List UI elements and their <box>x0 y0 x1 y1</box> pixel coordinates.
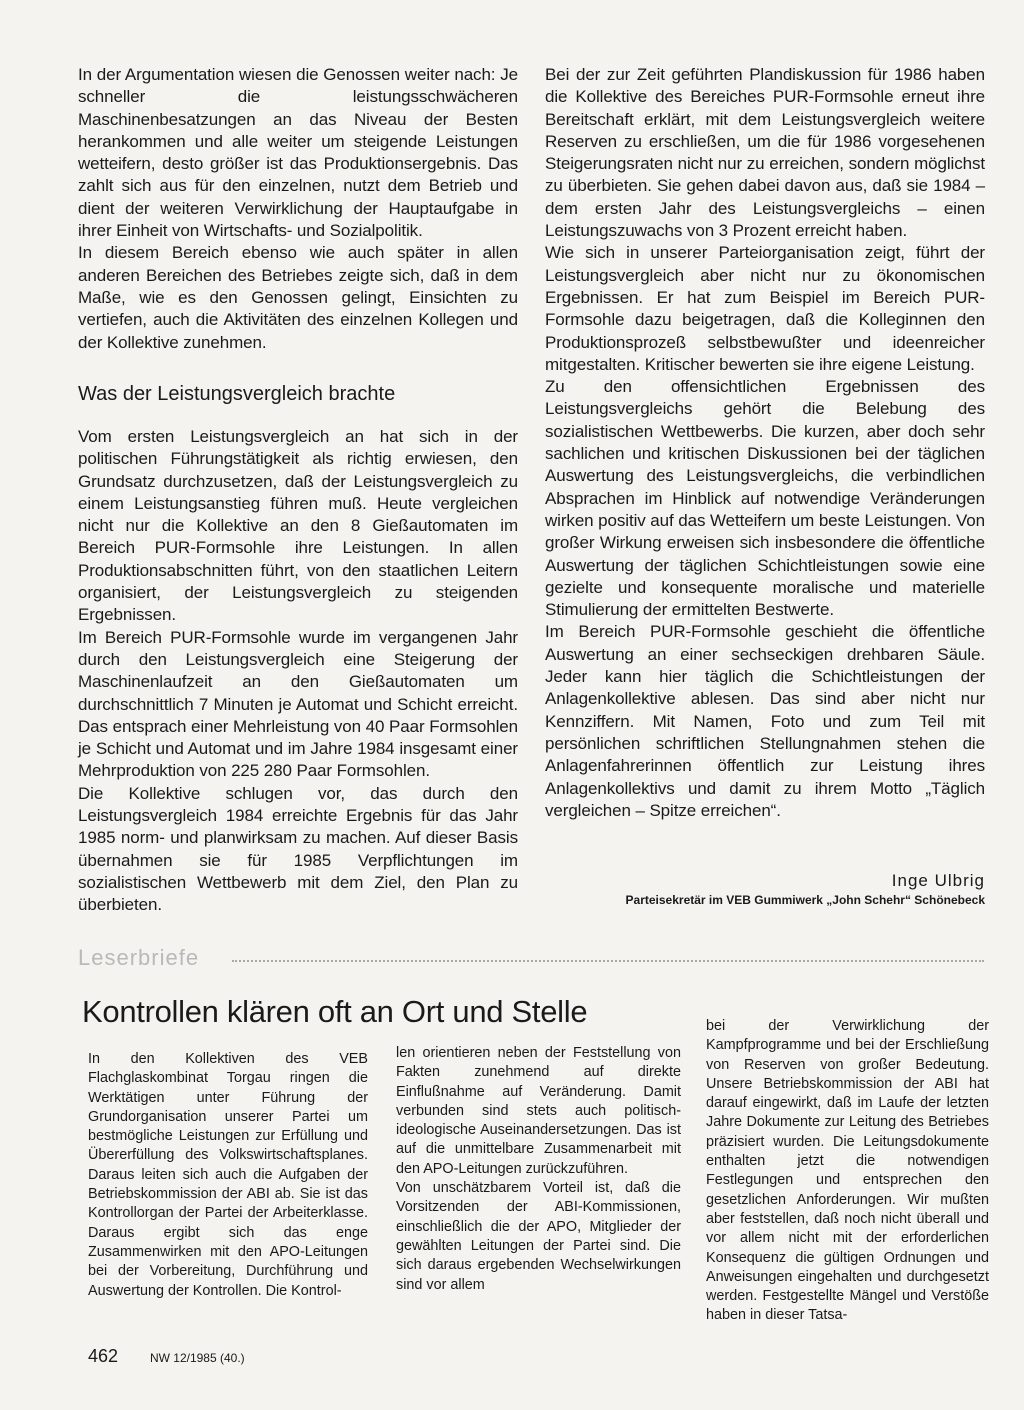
paragraph: len orientieren neben der Feststellung von Fakten zunehmend auf direkte Einflußnahme auf Veränderung. Damit verbunden sind stets auch politisch-ideologische Auseinandersetzungen. Das ist auf die unmittelbare Zusammenarbeit mit den APO-Leitungen zurückzuführen. <box>396 1045 681 1177</box>
article-top-left-column-continued <box>78 426 518 917</box>
paragraph: Vom ersten Leistungsvergleich an hat sich in der politischen Führungstätigkeit als richtig erwiesen, den Grundsatz durchzusetzen, daß der Leistungsvergleich zu einem Leistungsanstieg führen muß. Heute vergleichen nicht nur die Kollektive an den 8 Gießautomaten im Bereich PUR-Formsohle ihre Leistungen. In allen Produktionsabschnitten führt, von den staatlichen Leitern organisiert, der Leistungsvergleich zu steigenden Ergebnissen. <box>78 427 518 625</box>
letter-column-1 <box>88 1050 368 1301</box>
section-subheading: Was der Leistungsvergleich brachte <box>78 383 396 405</box>
paragraph: bei der Verwirklichung der Kampfprogramme und bei der Erschließung von Reserven von großer Bedeutung. Unsere Betriebskommission der ABI hat darauf eingewirkt, daß im Laufe der letzten Jahre Dokumente zur Leitung des Betriebes präzisiert wurden. Die Leitungsdokumente enthalten jetzt die notwendigen Festlegungen und entsprechen den gesetzlichen Anforderungen. Wir mußten aber feststellen, daß noch nicht überall und vor allem nicht mit der erforderlichen Konsequenz die gültigen Ordnungen und Anweisungen eingehalten und durchgesetzt werden. Festgestellte Mängel und Verstöße haben in dieser Tatsa- <box>706 1018 989 1324</box>
paragraph: Von unschätzbarem Vorteil ist, daß die Vorsitzenden der ABI-Kommissionen, einschließlich die der APO, Mitglieder der gewählten Leitungen der Partei sind. Die sich daraus ergebenden Wechselwirkungen sind vor allem <box>396 1180 681 1293</box>
author-name: Inge Ulbrig <box>891 871 985 890</box>
paragraph: In diesem Bereich ebenso wie auch später in allen anderen Bereichen des Betriebes zeigte sich, daß in dem Maße, wie es den Genossen gelingt, Einsichten zu vertiefen, auch die Aktivitäten des einzelnen Kollegen und der Kollektive zunehmen. <box>78 243 518 352</box>
paragraph: Die Kollektive schlugen vor, das durch den Leistungsvergleich 1984 erreichte Ergebnis für das Jahr 1985 norm- und planwirksam zu machen. Auf dieser Basis übernahmen sie für 1985 Verpflichtungen im sozialistischen Wettbewerb mit dem Ziel, den Plan zu überbieten. <box>78 783 518 915</box>
paragraph: Wie sich in unserer Parteiorganisation zeigt, führt der Leistungsvergleich aber nicht nur zu ökonomischen Ergebnissen. Er hat zum Beispiel im Bereich PUR-Formsohle dazu beigetragen, daß die Kolleginnen den Produktionsprozeß selbstbewußter und ideenreicher mitgestalten. Kritischer bewerten sie ihre eigene Leistung. <box>545 243 985 374</box>
article-top-left-column <box>78 64 518 354</box>
article-top-right-column <box>545 64 985 822</box>
letter-column-3 <box>706 1017 989 1326</box>
rubric-label: Leserbriefe <box>78 945 200 970</box>
paragraph: Bei der zur Zeit geführten Plandiskussion für 1986 haben die Kollektive des Bereiches PUR-Formsohle erneut ihre Bereitschaft erklärt, mit dem Leistungsvergleich weitere Reserven zu erschließen, um die für 1986 vorgesehenen Steigerungsraten nicht nur zu erreichen, sondern möglichst zu überbieten. Sie gehen dabei davon aus, daß sie 1984 – dem ersten Jahr des Leistungsvergleichs – einen Leistungszuwachs von 3 Prozent erreicht haben. <box>545 65 985 241</box>
paragraph: In den Kollektiven des VEB Flachglaskombinat Torgau ringen die Werktätigen unter Führung der Grundorganisation unserer Partei um bestmögliche Leistungen zur Erfüllung und Übererfüllung des Volkswirtschaftsplanes. Daraus leiten sich auch die Aufgaben der Betriebskommission der ABI ab. Sie ist das Kontrollorgan der Partei der Arbeiterklasse. Daraus ergibt sich das enge Zusammenwirken mit den APO-Leitungen bei der Vorbereitung, Durchführung und Auswertung der Kontrollen. Die Kontrol- <box>88 1051 368 1299</box>
paragraph: Im Bereich PUR-Formsohle geschieht die öffentliche Auswertung an einer sechseckigen drehbaren Säule. Jeder kann hier täglich die Schichtleistungen der Anlagenkollektive ablesen. Das sind aber nicht nur Kennziffern. Mit Namen, Foto und zum Teil mit persönlichen schriftlichen Stellungnahmen stehen die Anlagenfahrerinnen öffentlich zur Leistung ihres Anlagenkollektivs und damit zu ihrem Motto „Täglich vergleichen – Spitze erreichen“. <box>545 622 985 820</box>
paragraph: Zu den offensichtlichen Ergebnissen des Leistungsvergleichs gehört die Belebung des sozialistischen Wettbewerbs. Die kurzen, aber doch sehr sachlichen und kritischen Diskussionen bei der täglichen Auswertung des Leistungsvergleichs, die verbindlichen Absprachen im Hinblick auf notwendige Veränderungen wirken positiv auf das Wetteifern um beste Leistungen. Von großer Wirkung erweisen sich insbesondere die öffentliche Auswertung der täglichen Schichtleistungen sowie eine gezielte und konsequente moralische und materielle Stimulierung der ermittelten Bestwerte. <box>545 377 985 620</box>
letter-column-2 <box>396 1044 681 1295</box>
author-role: Parteisekretär im VEB Gummiwerk „John Schehr“ Schönebeck <box>625 893 985 907</box>
page-number: 462 <box>88 1346 119 1366</box>
paragraph: In der Argumentation wiesen die Genossen weiter nach: Je schneller die leistungsschwächeren Maschinenbesatzungen an das Niveau der Besten herankommen und alle weiter um steigende Leistungen wetteifern, desto größer ist das Produktionsergebnis. Das zahlt sich aus für den einzelnen, nutzt dem Betrieb und dient der weiteren Verwirklichung der Hauptaufgabe in ihrer Einheit von Wirtschafts- und Sozialpolitik. <box>78 65 518 241</box>
issue-reference: NW 12/1985 (40.) <box>149 1351 245 1365</box>
page-footer <box>88 1346 245 1367</box>
paragraph: Im Bereich PUR-Formsohle wurde im vergangenen Jahr durch den Leistungsvergleich eine Steigerung der Maschinenlaufzeit an den Gießautomaten um durchschnittlich 7 Minuten je Automat und Schicht erreicht. Das entsprach einer Mehrleistung von 40 Paar Formsohlen je Schicht und Automat und im Jahre 1984 insgesamt einer Mehrproduktion von 225 280 Paar Formsohlen. <box>78 627 518 781</box>
rubric-divider <box>232 960 984 962</box>
article-headline: Kontrollen klären oft an Ort und Stelle <box>82 994 588 1029</box>
